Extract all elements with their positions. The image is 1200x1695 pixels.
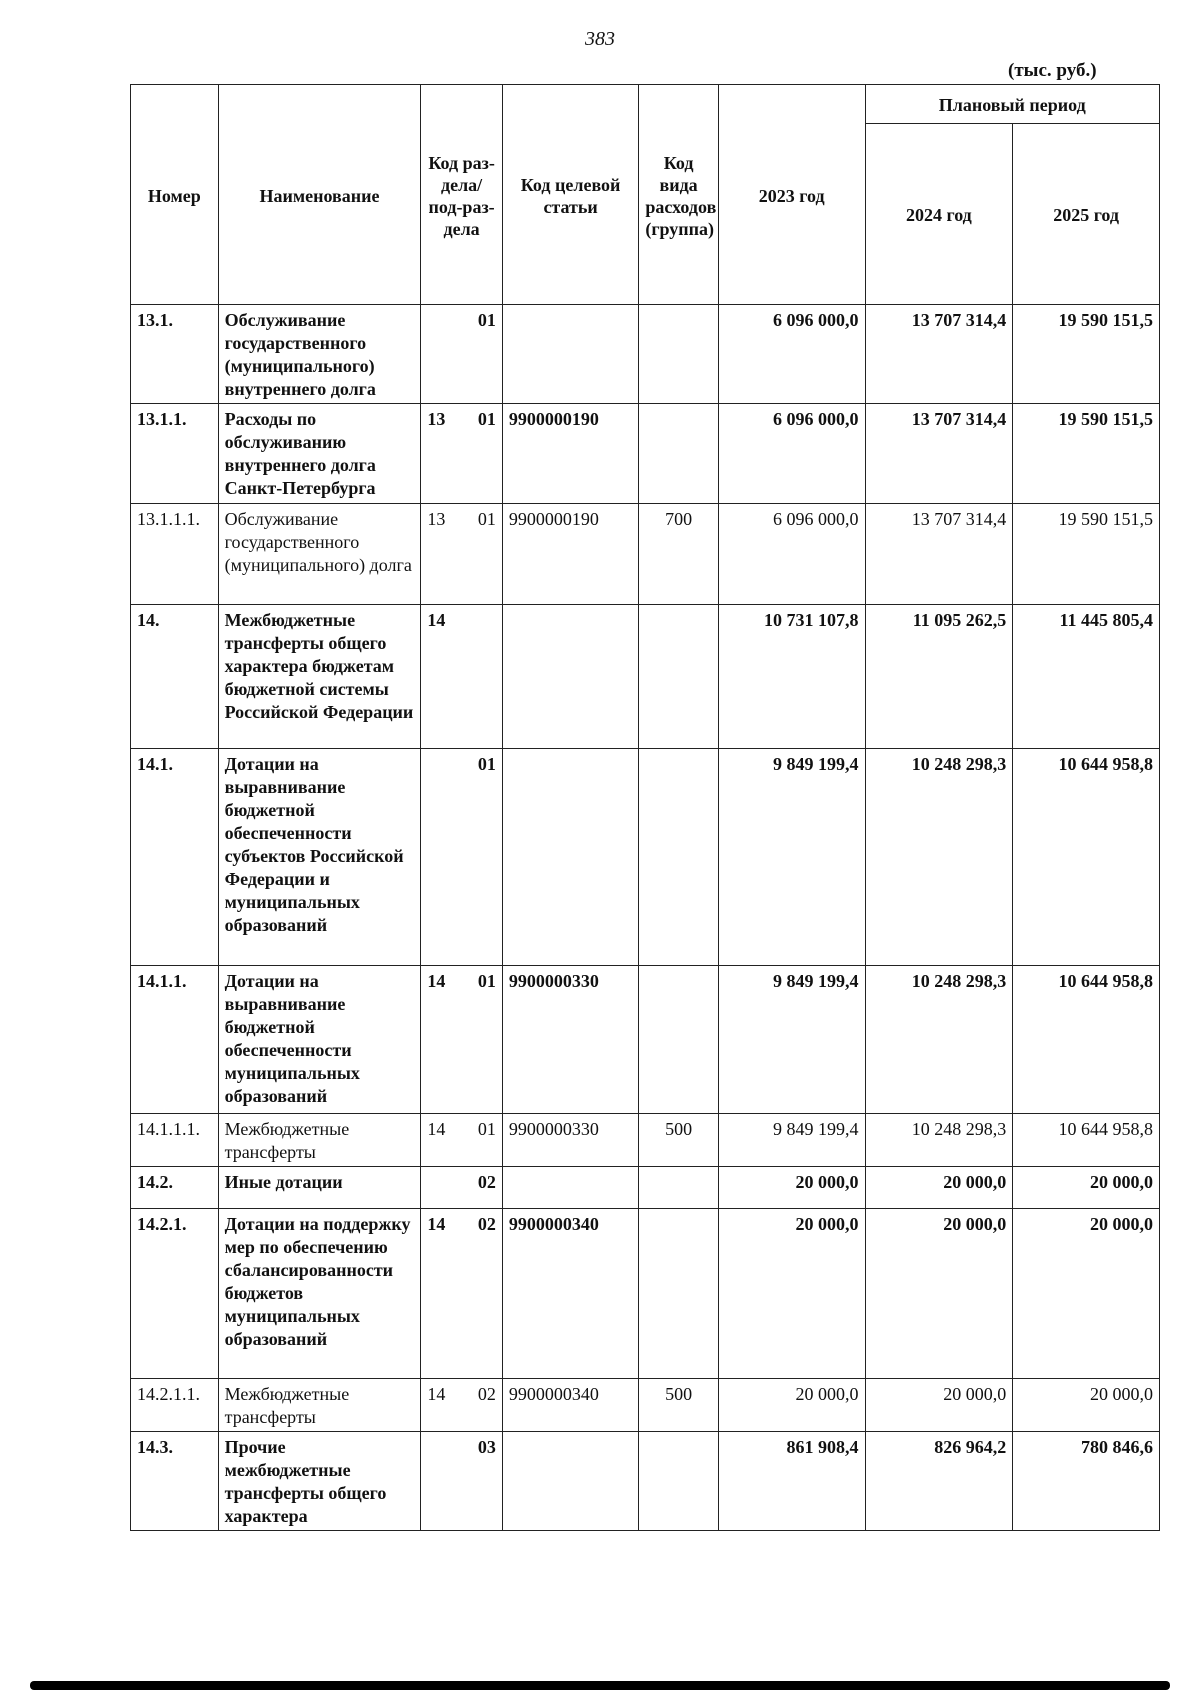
row-2025: 10 644 958,8 — [1013, 966, 1160, 1114]
row-2024: 10 248 298,3 — [865, 1114, 1013, 1167]
table-row — [131, 504, 1160, 605]
row-2023: 10 731 107,8 — [718, 605, 865, 749]
podrazdel: 01 — [477, 971, 496, 991]
table-row — [131, 1167, 1160, 1209]
row-name: Дотации на поддержку мер по обеспечению сбалансированности бюджетов муниципальных образований — [218, 1209, 421, 1379]
row-2023: 20 000,0 — [718, 1209, 865, 1379]
podrazdel: 01 — [477, 754, 496, 774]
row-2023: 9 849 199,4 — [718, 1114, 865, 1167]
row-target: 9900000330 — [502, 1114, 639, 1167]
row-2024: 20 000,0 — [865, 1379, 1013, 1432]
row-target: 9900000190 — [502, 504, 639, 605]
row-2023: 20 000,0 — [718, 1167, 865, 1209]
header-2025: 2025 год — [1013, 124, 1160, 305]
row-2024: 826 964,2 — [865, 1432, 1013, 1531]
podrazdel: 01 — [477, 509, 496, 529]
podrazdel: 03 — [477, 1437, 496, 1457]
row-name: Межбюджетные трансферты — [218, 1114, 421, 1167]
row-number: 14.2.1. — [131, 1209, 219, 1379]
row-expense — [639, 605, 718, 749]
row-number: 14.3. — [131, 1432, 219, 1531]
razdel: 14 — [427, 971, 446, 991]
row-2024: 20 000,0 — [865, 1209, 1013, 1379]
budget-table — [130, 84, 1160, 1531]
row-name: Прочие межбюджетные трансферты общего характера — [218, 1432, 421, 1531]
row-number: 14.1.1.1. — [131, 1114, 219, 1167]
row-razdel-code — [421, 1379, 503, 1432]
row-2025: 11 445 805,4 — [1013, 605, 1160, 749]
row-target: 9900000330 — [502, 966, 639, 1114]
row-target — [502, 1167, 639, 1209]
row-target: 9900000190 — [502, 404, 639, 504]
podrazdel: 01 — [477, 409, 496, 429]
row-number: 13.1.1. — [131, 404, 219, 504]
row-expense — [639, 966, 718, 1114]
table-row — [131, 966, 1160, 1114]
table-row — [131, 749, 1160, 966]
row-2025: 20 000,0 — [1013, 1209, 1160, 1379]
row-name: Межбюджетные трансферты — [218, 1379, 421, 1432]
row-number: 14.2. — [131, 1167, 219, 1209]
row-target: 9900000340 — [502, 1209, 639, 1379]
razdel: 14 — [427, 1214, 446, 1234]
header-name: Наименование — [218, 85, 421, 305]
row-name: Обслуживание государственного (муниципального) внутреннего долга — [218, 305, 421, 404]
row-razdel-code — [421, 1432, 503, 1531]
row-2023: 20 000,0 — [718, 1379, 865, 1432]
row-razdel-code — [421, 605, 503, 749]
table-row — [131, 404, 1160, 504]
row-razdel-code — [421, 305, 503, 404]
table-row — [131, 1432, 1160, 1531]
row-2024: 13 707 314,4 — [865, 305, 1013, 404]
row-2023: 9 849 199,4 — [718, 966, 865, 1114]
row-target — [502, 305, 639, 404]
header-2024: 2024 год — [865, 124, 1013, 305]
header-razdel: Код раз-дела/ под-раз-дела — [421, 85, 503, 305]
header-number: Номер — [131, 85, 219, 305]
row-2025: 19 590 151,5 — [1013, 305, 1160, 404]
razdel: 14 — [427, 1384, 446, 1404]
razdel: 14 — [427, 1119, 446, 1139]
header-planned-period: Плановый период — [865, 85, 1159, 124]
row-name: Обслуживание государственного (муниципального) долга — [218, 504, 421, 605]
header-target: Код целевой статьи — [502, 85, 639, 305]
row-2024: 10 248 298,3 — [865, 749, 1013, 966]
table-row — [131, 605, 1160, 749]
row-target: 9900000340 — [502, 1379, 639, 1432]
scan-edge-bar — [30, 1681, 1170, 1690]
row-2025: 10 644 958,8 — [1013, 749, 1160, 966]
row-number: 14. — [131, 605, 219, 749]
table-row — [131, 305, 1160, 404]
row-razdel-code — [421, 749, 503, 966]
row-2023: 861 908,4 — [718, 1432, 865, 1531]
row-target — [502, 605, 639, 749]
row-razdel-code — [421, 966, 503, 1114]
row-2023: 9 849 199,4 — [718, 749, 865, 966]
row-razdel-code — [421, 1114, 503, 1167]
row-expense — [639, 1209, 718, 1379]
row-expense — [639, 305, 718, 404]
row-number: 14.2.1.1. — [131, 1379, 219, 1432]
row-2025: 20 000,0 — [1013, 1167, 1160, 1209]
row-2024: 10 248 298,3 — [865, 966, 1013, 1114]
row-number: 14.1. — [131, 749, 219, 966]
header-expense-type: Код вида расходов (группа) — [639, 85, 718, 305]
razdel: 13 — [427, 509, 446, 529]
row-name: Межбюджетные трансферты общего характера бюджетам бюджетной системы Российской Федерации — [218, 605, 421, 749]
page-number: 383 — [585, 28, 615, 50]
row-2025: 780 846,6 — [1013, 1432, 1160, 1531]
row-razdel-code — [421, 1209, 503, 1379]
row-expense — [639, 1167, 718, 1209]
header-2023: 2023 год — [718, 85, 865, 305]
row-2023: 6 096 000,0 — [718, 404, 865, 504]
row-number: 14.1.1. — [131, 966, 219, 1114]
row-2023: 6 096 000,0 — [718, 305, 865, 404]
row-number: 13.1. — [131, 305, 219, 404]
row-name: Расходы по обслуживанию внутреннего долга Санкт-Петербурга — [218, 404, 421, 504]
row-name: Дотации на выравнивание бюджетной обеспеченности муниципальных образований — [218, 966, 421, 1114]
row-2025: 19 590 151,5 — [1013, 504, 1160, 605]
row-name: Иные дотации — [218, 1167, 421, 1209]
row-2024: 11 095 262,5 — [865, 605, 1013, 749]
podrazdel: 01 — [477, 1119, 496, 1139]
table-row — [131, 1379, 1160, 1432]
row-target — [502, 749, 639, 966]
row-razdel-code — [421, 1167, 503, 1209]
razdel: 13 — [427, 409, 446, 429]
row-expense — [639, 749, 718, 966]
row-expense: 500 — [639, 1379, 718, 1432]
row-razdel-code — [421, 504, 503, 605]
row-expense — [639, 1432, 718, 1531]
row-2025: 20 000,0 — [1013, 1379, 1160, 1432]
row-target — [502, 1432, 639, 1531]
row-name: Дотации на выравнивание бюджетной обеспеченности субъектов Российской Федерации и муниципальных образований — [218, 749, 421, 966]
row-expense: 500 — [639, 1114, 718, 1167]
row-number: 13.1.1.1. — [131, 504, 219, 605]
podrazdel: 02 — [477, 1172, 496, 1192]
row-2024: 20 000,0 — [865, 1167, 1013, 1209]
row-2025: 19 590 151,5 — [1013, 404, 1160, 504]
row-expense: 700 — [639, 504, 718, 605]
row-razdel-code — [421, 404, 503, 504]
table-row — [131, 1209, 1160, 1379]
podrazdel: 02 — [477, 1214, 496, 1234]
row-expense — [639, 404, 718, 504]
podrazdel: 01 — [477, 310, 496, 330]
row-2025: 10 644 958,8 — [1013, 1114, 1160, 1167]
row-2023: 6 096 000,0 — [718, 504, 865, 605]
razdel: 14 — [427, 610, 446, 630]
row-2024: 13 707 314,4 — [865, 504, 1013, 605]
podrazdel: 02 — [477, 1384, 496, 1404]
units-label: (тыс. руб.) — [1008, 60, 1097, 81]
row-2024: 13 707 314,4 — [865, 404, 1013, 504]
table-row — [131, 1114, 1160, 1167]
